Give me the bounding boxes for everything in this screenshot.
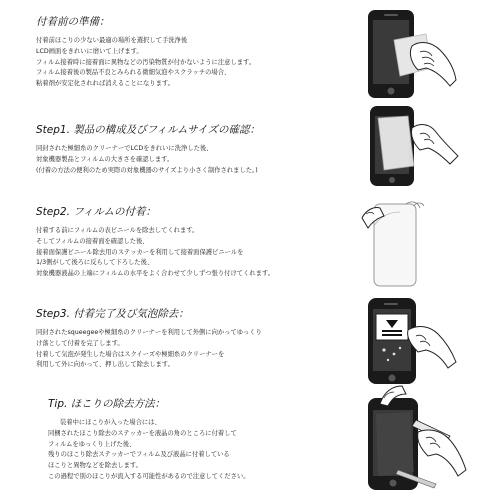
body-line: 同梱されたほこり除去のステッカーを液晶の角のところに付着して	[48, 429, 237, 437]
body-line: 接着面保護ビニール除去用のステッカーを利用して接着面保護ビニールを	[36, 248, 244, 256]
body-line: 粘着剤が安定化されれば消えることになります。	[36, 80, 175, 88]
section-title: Step3. 付着完了及び気泡除去：	[36, 308, 189, 320]
body-line: そしてフィルムの接着面を確認した後、	[36, 237, 149, 245]
section-title: Tip. ほこりの除去方法：	[48, 398, 166, 410]
body-line: フィルム接着時に接着面に異物などの汚染物質が付かないように注意します。	[36, 58, 256, 66]
phone-dust-sticker-icon	[358, 384, 478, 494]
body-line: 残りのほこり除去ステッカーでフィルム及び液晶に付着している	[48, 451, 230, 459]
body-line: 付着前ほこりの少ない最適の場所を選択して手洗浄後	[36, 37, 188, 44]
body-line: 利用して外に向かって、押し出して除去します。	[36, 361, 174, 369]
section-step3	[36, 306, 356, 371]
section-step1	[36, 122, 356, 176]
film-sheet-hand-icon	[360, 196, 470, 292]
body-line: 装着中にほこりが入った場合には、	[60, 419, 161, 426]
section-tip	[48, 396, 368, 483]
body-line: 同封されたsqueegeeや極細糸のクリーナーを利用して外側に向かってゆっくり	[36, 329, 262, 336]
body-line: 1/3側がして後ろに反らして下ろした後、	[36, 259, 154, 267]
section-title: Step1. 製品の構成及びフィルムサイズの確認：	[36, 124, 260, 136]
body-line: 対象機器製品とフィルムの大きさを確認します。	[36, 155, 174, 163]
body-line: (付着の方法の便利のため実際の対象機器のサイズより小さく制作されました。)	[36, 166, 258, 174]
phone-wiping-cloth-icon	[360, 6, 470, 102]
body-line: け落として付着を完了します。	[36, 339, 124, 347]
section-step2	[36, 204, 356, 280]
body-line: 付着して気泡が発生した場合はスクイーズや極細糸のクリーナーを	[36, 350, 225, 358]
section-title: Step2. フィルムの付着：	[36, 206, 157, 218]
body-line: 付着する前にフィルムの表ビニールを除去してくれます。	[36, 227, 199, 234]
body-line: LCD画面をきれいに磨いて上げます。	[36, 47, 143, 55]
section-title: 付着前の準備：	[36, 16, 110, 28]
section-preparation	[36, 14, 356, 90]
phone-squeegee-icon	[360, 296, 470, 388]
body-line: フィルムをゆっくり上げた後、	[48, 440, 136, 448]
body-line: フィルム接着後の製品不良とみられる微細気泡やスクラッチの場合、	[36, 69, 231, 77]
body-line: 対象機器液晶の上端にフィルムの水平をよく合わせて少しずつ張り付けてくれます。	[36, 270, 275, 278]
phone-film-peel-icon	[362, 104, 472, 188]
body-line: ほこりと異物などを除去します。	[48, 462, 142, 470]
body-line: 同封された極細糸のクリーナーでLCDをきれいに洗浄した後、	[36, 145, 213, 152]
body-line: この過程で別のほこりが流入する可能性があるので注意してください。	[48, 472, 250, 480]
